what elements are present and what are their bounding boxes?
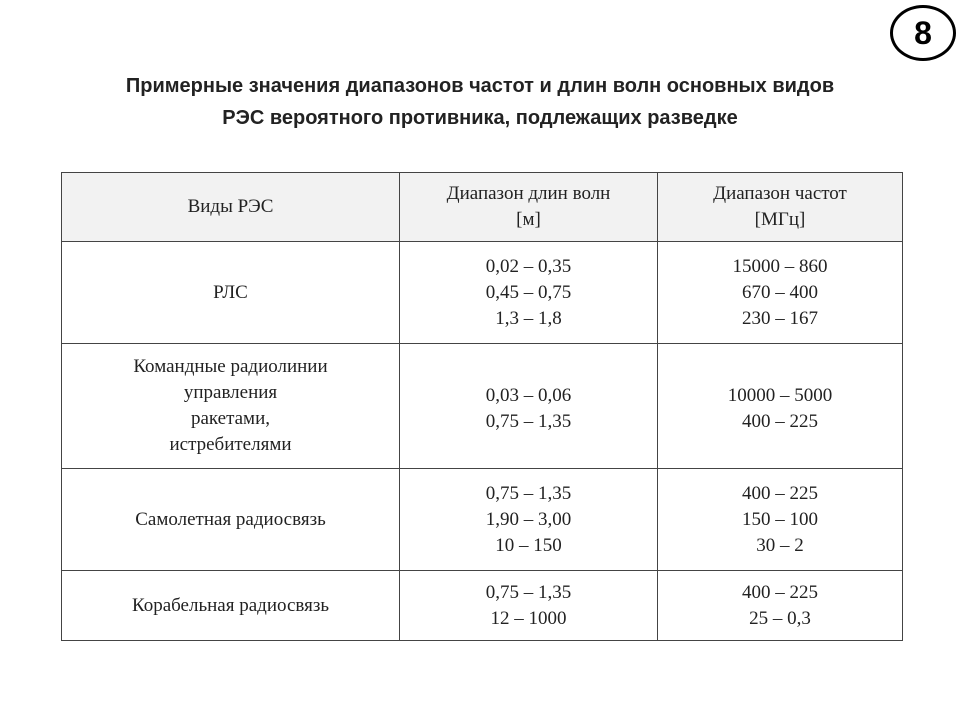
cell-wavelength: 0,02 – 0,35 0,45 – 0,75 1,3 – 1,8 — [400, 242, 658, 344]
page-number-badge — [890, 5, 956, 61]
header-wavelength: Диапазон длин волн [м] — [400, 173, 658, 242]
cell-frequency: 10000 – 5000 400 – 225 — [658, 344, 903, 469]
cell-wavelength: 0,75 – 1,35 1,90 – 3,00 10 – 150 — [400, 469, 658, 571]
cell-frequency: 400 – 225 150 – 100 30 – 2 — [658, 469, 903, 571]
cell-wavelength: 0,03 – 0,06 0,75 – 1,35 — [400, 344, 658, 469]
page-title — [40, 70, 920, 134]
header-type: Виды РЭС — [62, 173, 400, 242]
cell-wavelength: 0,75 – 1,35 12 – 1000 — [400, 571, 658, 641]
table-row — [62, 571, 903, 641]
cell-type: Корабельная радиосвязь — [62, 571, 400, 641]
title-line-2: РЭС вероятного противника, подлежащих разведке — [222, 107, 738, 129]
table-row — [62, 469, 903, 571]
res-frequency-table — [61, 172, 903, 641]
cell-type: Командные радиолинии управления ракетами, истребителями — [62, 344, 400, 469]
cell-type: РЛС — [62, 242, 400, 344]
table-row — [62, 344, 903, 469]
table-row — [62, 242, 903, 344]
header-frequency: Диапазон частот [МГц] — [658, 173, 903, 242]
cell-frequency: 400 – 225 25 – 0,3 — [658, 571, 903, 641]
table-header-row — [62, 173, 903, 242]
page-number: 8 — [914, 14, 932, 51]
cell-frequency: 15000 – 860 670 – 400 230 – 167 — [658, 242, 903, 344]
title-line-1: Примерные значения диапазонов частот и длин волн основных видов — [125, 75, 835, 97]
cell-type: Самолетная радиосвязь — [62, 469, 400, 571]
